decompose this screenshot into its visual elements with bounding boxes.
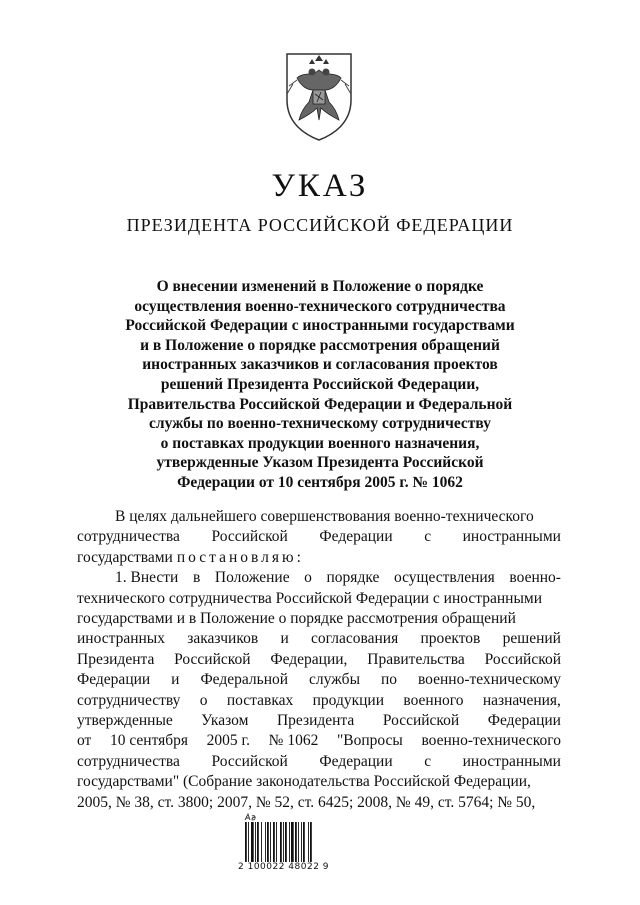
body-word: назначения, (482, 691, 561, 709)
body-word: Указом (201, 712, 249, 730)
body-word: военно-технического (421, 732, 561, 750)
body-word: "Вопросы (336, 732, 403, 750)
body-line (77, 629, 561, 649)
body-word: Российской (211, 752, 288, 770)
body-text: государствами" (Собрание законодательства Российской Федерации, (77, 773, 531, 791)
coat-of-arms-emblem (279, 50, 359, 142)
heading-line: осуществления военно-технического сотрудничества (134, 297, 506, 315)
body-word: Президента (77, 650, 155, 668)
body-word: о (304, 569, 312, 587)
body-line (77, 548, 561, 568)
barcode-stripe (265, 822, 266, 862)
body-word: Российской (382, 712, 460, 730)
barcode (245, 822, 333, 862)
body-word: военного (403, 691, 464, 709)
barcode-stripe (295, 822, 297, 862)
body-line (77, 752, 561, 772)
body-word: сотрудничества (77, 752, 180, 770)
heading-line: Федерации от 10 сентября 2005 г. № 1062 (177, 473, 463, 491)
body-line (77, 731, 561, 751)
body-word: по (380, 671, 397, 689)
body-word: поставках (226, 691, 294, 709)
barcode-stripe (270, 822, 271, 862)
barcode-stripe (291, 822, 294, 862)
body-word: в (192, 569, 201, 587)
body-word: иностранными (462, 752, 561, 770)
barcode-stripe (301, 822, 302, 862)
body-word: военно-техническому (417, 671, 561, 689)
body-word: и (280, 630, 289, 648)
body-line (77, 589, 561, 609)
barcode-stripe (245, 822, 247, 862)
body-word: с (424, 528, 432, 546)
body-word: иностранными (462, 528, 561, 546)
barcode-stripe (267, 822, 269, 862)
body-line (77, 711, 561, 731)
body-word: Федерации (487, 712, 561, 730)
barcode-number: 2 100022 48022 9 (238, 862, 330, 872)
heading-line: О внесении изменений в Положение о порядке (156, 278, 484, 295)
body-word: иностранных (77, 630, 165, 648)
body-word: сотрудничеству (77, 691, 181, 709)
body-word: заказчиков (187, 630, 259, 648)
body-line (77, 691, 561, 711)
heading-line: о поставках продукции военного назначения, (160, 434, 480, 452)
body-word: Федерации (319, 528, 393, 546)
barcode-stripe (251, 822, 254, 862)
body-word: 2005 г. (206, 732, 251, 750)
barcode-stripe (276, 822, 277, 862)
body-word: проектов (420, 630, 481, 648)
body-word: решений (502, 630, 561, 648)
barcode-stripe (255, 822, 256, 862)
heading-line: утвержденные Указом Президента Российской (156, 454, 484, 472)
decree-heading (70, 277, 570, 493)
body-text: технического сотрудничества Российской Федерации с иностранными (77, 589, 542, 607)
body-word: с (424, 752, 432, 770)
decree-body (77, 507, 561, 813)
body-line (77, 568, 561, 588)
barcode-stripe (261, 822, 262, 862)
body-line (77, 670, 561, 690)
body-word: № 1062 (268, 732, 319, 750)
body-line (77, 772, 561, 792)
body-word: Российской (211, 528, 288, 546)
body-line (77, 650, 561, 670)
body-word: службы (309, 671, 360, 689)
body-word: утвержденные (77, 712, 173, 730)
body-word: о (199, 691, 208, 709)
decree-verb: постановляю: (176, 548, 304, 566)
heading-line: иностранных заказчиков и согласования проектов (142, 356, 498, 374)
barcode-stripe (308, 822, 309, 862)
body-word: 1. Внести (115, 569, 179, 587)
handwritten-mark (244, 812, 258, 822)
barcode-stripe (298, 822, 299, 862)
body-line (77, 507, 561, 527)
body-text: государствами (77, 548, 173, 566)
barcode-stripe (248, 822, 249, 862)
body-word: Российской (174, 650, 251, 668)
body-word: Федерации (319, 752, 393, 770)
body-word: 10 сентября (109, 732, 189, 750)
body-word: Положение (214, 569, 290, 587)
heading-line: службы по военно-техническому сотрудничеству (149, 415, 491, 433)
body-word: Федерации, (270, 650, 348, 668)
body-line (77, 609, 561, 629)
heading-line: решений Президента Российской Федерации, (160, 375, 480, 393)
body-word: Российской (484, 650, 561, 668)
body-word: продукции (312, 691, 385, 709)
body-text: 2005, № 38, ст. 3800; 2007, № 52, ст. 6425; 2008, № 49, ст. 5764; № 50, (77, 793, 536, 811)
document-subtitle: ПРЕЗИДЕНТА РОССИЙСКОЙ ФЕДЕРАЦИИ (126, 215, 514, 235)
body-line (77, 527, 561, 547)
body-word: военно- (509, 569, 561, 587)
body-text: государствами и в Положение о порядке рассмотрения обращений (77, 610, 516, 628)
body-word: сотрудничества (77, 528, 180, 546)
body-word: и (171, 671, 180, 689)
body-line (77, 793, 561, 813)
body-word: Федерации (77, 671, 151, 689)
heading-line: Правительства Российской Федерации и Федеральной (127, 395, 513, 413)
barcode-stripe (285, 822, 287, 862)
body-word: осуществления (393, 569, 495, 587)
body-word: Президента (276, 712, 355, 730)
heading-line: Российской Федерации с иностранными государствами (125, 317, 515, 335)
body-word: порядке (326, 569, 380, 587)
barcode-stripe (289, 822, 290, 862)
barcode-stripe (310, 822, 312, 862)
body-word: от (77, 732, 92, 750)
barcode-stripe (257, 822, 259, 862)
body-word: Федеральной (200, 671, 289, 689)
document-title: УКАЗ (271, 168, 369, 204)
body-word: Правительства (367, 650, 465, 668)
barcode-stripe (283, 822, 284, 862)
barcode-stripe (273, 822, 275, 862)
body-text: В целях дальнейшего совершенствования военно-технического (115, 508, 534, 525)
barcode-stripe (280, 822, 282, 862)
heading-line: и в Положение о порядке рассмотрения обращений (140, 336, 500, 354)
barcode-stripe (303, 822, 305, 862)
body-word: согласования (311, 630, 399, 648)
